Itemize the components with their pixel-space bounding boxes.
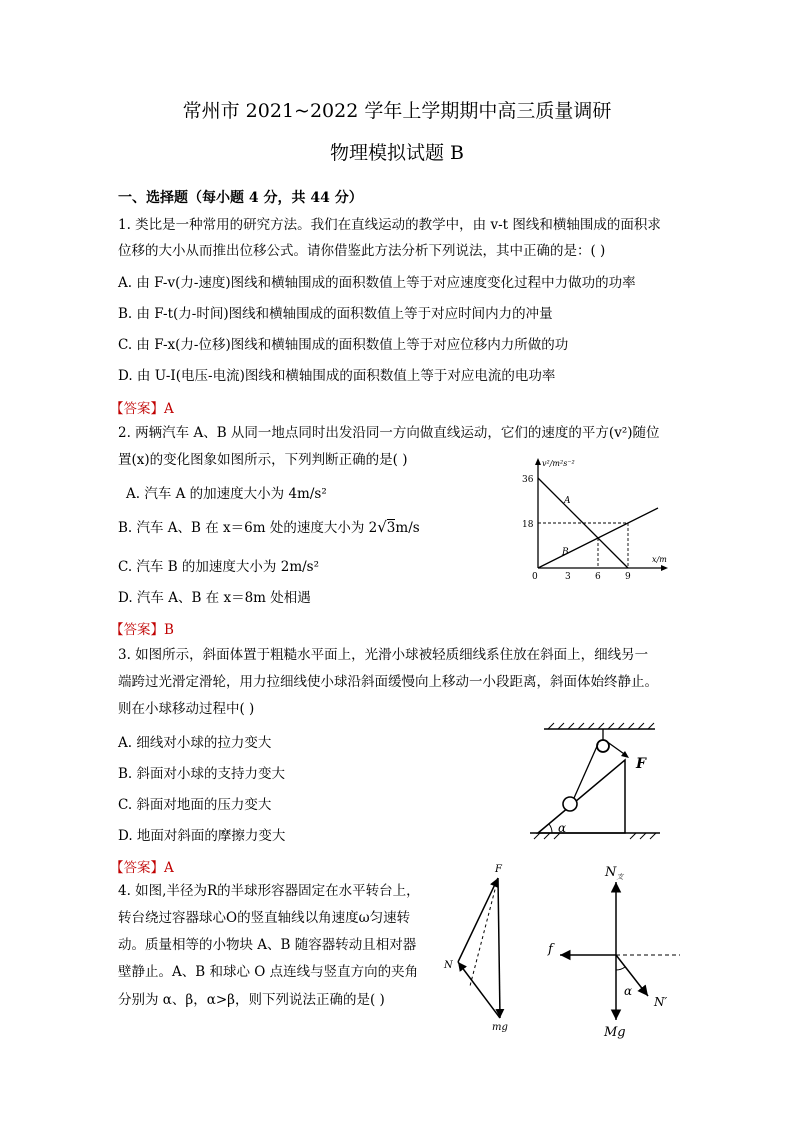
string-to-ball [574, 744, 598, 798]
section-heading: 一、选择题（每小题 4 分，共 44 分） [118, 190, 363, 206]
ceiling-hatch [548, 723, 654, 729]
q4-stem-line5: 分别为 α、β，α>β，则下列说法正确的是( ) [118, 992, 385, 1008]
q1-answer: 【答案】A [110, 401, 174, 417]
label-f-friction: f [548, 942, 553, 957]
q1-option-c: C. 由 F-x(力-位移)图线和横轴围成的面积数值上等于对应位移内力所做的功 [118, 337, 569, 353]
q2-answer: 【答案】B [110, 622, 174, 638]
label-n-main: N [605, 865, 617, 880]
label-alpha: α [624, 984, 633, 998]
y-tick-label: 18 [522, 520, 534, 530]
q1-option-b: B. 由 F-t(力-时间)图线和横轴围成的面积数值上等于对应时间内力的冲量 [118, 306, 553, 322]
q1-option-a: A. 由 F-v(力-速度)图线和横轴围成的面积数值上等于对应速度变化过程中力做功的功率 [118, 275, 636, 291]
label-mg-b: Mg [604, 1025, 626, 1040]
x-tick-label: 6 [595, 572, 601, 582]
q1-stem-line1: 1. 类比是一种常用的研究方法。我们在直线运动的教学中，由 v-t 图线和横轴围成的面积求 [118, 217, 661, 233]
label-mg: mg [492, 1022, 508, 1033]
series-label-a: A [564, 496, 571, 506]
q4-stem-line2: 转台绕过容器球心O的竖直轴线以角速度ω匀速转 [118, 910, 411, 926]
force-label: F [636, 756, 646, 772]
q1-stem-line2: 位移的大小从而推出位移公式。请你借鉴此方法分析下列说法，其中正确的是：( ) [118, 243, 606, 259]
q2-option-b-unit: m/s [395, 520, 420, 536]
q3-incline-figure [530, 720, 665, 840]
angle-arc [549, 824, 552, 833]
q2-chart [520, 458, 670, 583]
incline-block [538, 760, 625, 833]
x-tick-label: 9 [625, 572, 631, 582]
dashed-line [470, 878, 498, 986]
q4-stem-line3: 动。质量相等的小物块 A、B 随容器转动且相对器 [118, 937, 417, 953]
x-axis-label: x/m [652, 555, 667, 564]
ground-hatch [534, 833, 656, 839]
q3-answer: 【答案】A [110, 860, 174, 876]
q4-stem-line4: 壁静止。A、B 和球心 O 点连线与竖直方向的夹角 [118, 964, 419, 980]
q2-option-b [118, 516, 420, 536]
angle-label: α [558, 821, 567, 835]
x-tick-label: 0 [532, 572, 538, 582]
alpha-arc [616, 967, 625, 970]
q2-option-c: C. 汽车 B 的加速度大小为 2m/s² [118, 559, 320, 575]
paper-title: 常州市 2021~2022 学年上学期期中高三质量调研 [182, 100, 612, 122]
q3-stem-line1: 3. 如图所示，斜面体置于粗糙水平面上，光滑小球被轻质细线系住放在斜面上，细线另一 [118, 647, 649, 663]
q3-stem-line3: 则在小球移动过程中( ) [118, 701, 255, 717]
q3-stem-line2: 端跨过光滑定滑轮，用力拉细线使小球沿斜面缓慢向上移动一小段距离，斜面体始终静止。 [118, 674, 658, 690]
ball [563, 797, 577, 811]
mg-arrow [498, 878, 500, 1018]
label-f: F [495, 864, 502, 875]
q3-option-c: C. 斜面对地面的压力变大 [118, 797, 272, 813]
q3-option-b: B. 斜面对小球的支持力变大 [118, 766, 286, 782]
q3-option-a: A. 细线对小球的拉力变大 [118, 735, 272, 751]
x-axis-arrow [661, 565, 668, 571]
n-arrow [458, 962, 500, 1018]
label-n-prime: N′ [654, 995, 668, 1009]
q4-free-body-diagram [540, 860, 690, 1040]
series-label-b: B [562, 547, 569, 558]
y-tick-label: 36 [522, 475, 534, 485]
label-n: N [444, 960, 453, 971]
label-n-subscript: 支 [616, 873, 624, 881]
sqrt-symbol: √ [377, 518, 387, 536]
q2-stem-line2: 置(x)的变化图象如图所示，下列判断正确的是( ) [118, 452, 408, 468]
q2-option-d: D. 汽车 A、B 在 x＝8m 处相遇 [118, 590, 311, 606]
y-axis-arrow [535, 458, 541, 465]
label-n-support [604, 865, 624, 881]
q2-option-b-text: B. 汽车 A、B 在 x＝6m 处的速度大小为 2 [118, 520, 378, 536]
q4-force-triangle [440, 860, 515, 1035]
q2-option-a: A. 汽车 A 的加速度大小为 4m/s² [126, 486, 327, 502]
paper-subtitle: 物理模拟试题 B [329, 142, 464, 164]
f-arrow [458, 878, 498, 962]
q3-option-d: D. 地面对斜面的摩擦力变大 [118, 828, 286, 844]
y-axis-label: v²/m²s⁻² [542, 459, 575, 468]
q4-stem-line1: 4. 如图,半径为R的半球形容器固定在水平转台上， [118, 883, 420, 899]
q1-option-d: D. 由 U-I(电压-电流)图线和横轴围成的面积数值上等于对应电流的电功率 [118, 368, 556, 384]
x-tick-label: 3 [565, 572, 571, 582]
q2-stem-line1: 2. 两辆汽车 A、B 从同一地点同时出发沿同一方向做直线运动，它们的速度的平方(v²)随位 [118, 425, 660, 441]
sqrt-radicand: 3 [386, 520, 396, 536]
